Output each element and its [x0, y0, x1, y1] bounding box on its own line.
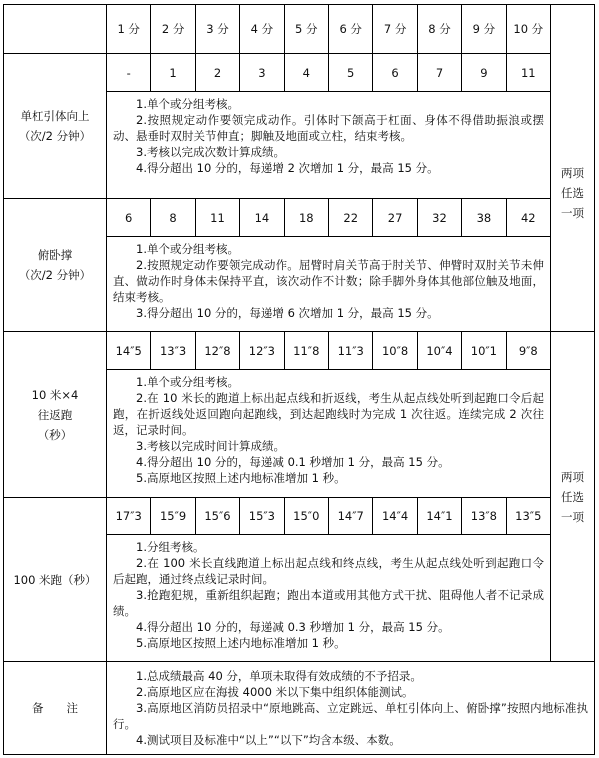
- desc-line: 2.按照规定动作要领完成动作。屈臂时肩关节高于肘关节、伸臂时双肘关节未伸直、做动作时身体未保持平直，该次动作不计数；除手脚外身体其他部位触及地面，结束考核。: [113, 258, 544, 304]
- standard-value-cell: 10″8: [373, 332, 417, 370]
- score-header-cell: 2 分: [151, 5, 195, 54]
- desc-line: 3.得分超出 10 分的，每递增 6 次增加 1 分，最高 15 分。: [136, 306, 439, 320]
- standard-value-cell: 15″6: [196, 498, 240, 535]
- standard-value-cell: 13″5: [507, 498, 551, 535]
- group-line: 任选: [561, 489, 584, 504]
- standard-value-cell: 14″1: [418, 498, 462, 535]
- standard-value-cell: 14″7: [329, 498, 373, 535]
- remark-line: 2.高原地区应在海拔 4000 米以下集中组织体能测试。: [136, 685, 414, 699]
- item-name-line: （次/2 分钟）: [18, 268, 92, 282]
- remark-content: [107, 662, 594, 754]
- item-name-line: 俯卧撑: [37, 248, 73, 262]
- score-header-cell: 4 分: [240, 5, 284, 54]
- item-name-shuttle-run: [4, 332, 107, 498]
- standard-value-cell: 17″3: [107, 498, 151, 535]
- desc-line: 2.按照规定动作要领完成动作。引体时下颌高于杠面、身体不得借助振浪或摆动、悬垂时双肘关节伸直；脚触及地面或立柱，结束考核。: [113, 113, 544, 143]
- standard-value-cell: 11: [507, 54, 551, 92]
- standard-value-cell: 15″9: [151, 498, 195, 535]
- item-description-pushup: [107, 237, 551, 332]
- standard-value-cell: 42: [507, 199, 551, 237]
- standard-value-cell: 2: [196, 54, 240, 92]
- score-header-cell: 7 分: [373, 5, 417, 54]
- item-name-line: 往返跑: [37, 407, 73, 422]
- score-header-cell: 5 分: [285, 5, 329, 54]
- item-name-line: 10 米×4: [31, 387, 79, 402]
- standard-value-cell: 6: [107, 199, 151, 237]
- desc-line: 1.单个或分组考核。: [136, 97, 239, 111]
- standard-value-cell: 15″0: [285, 498, 329, 535]
- remark-line: 4.测试项目及标准中“以上”“以下”均含本级、本数。: [136, 733, 401, 747]
- score-header-cell: 9 分: [462, 5, 506, 54]
- desc-line: 3.抢跑犯规，重新组织起跑；跑出本道或用其他方式干扰、阻碍他人者不记录成绩。: [113, 588, 544, 618]
- standard-value-cell: 38: [462, 199, 506, 237]
- standard-value-cell: 32: [418, 199, 462, 237]
- standard-value-cell: 9″8: [507, 332, 551, 370]
- item-description-shuttle-run: [107, 370, 551, 498]
- standard-value-cell: 9: [462, 54, 506, 92]
- group-line: 两项: [561, 469, 584, 484]
- desc-line: 3.考核以完成次数计算成绩。: [136, 145, 285, 159]
- desc-line: 1.单个或分组考核。: [136, 242, 239, 256]
- desc-line: 5.高原地区按照上述内地标准增加 1 秒。: [136, 636, 346, 650]
- standard-value-cell: 14″4: [373, 498, 417, 535]
- desc-line: 4.得分超出 10 分的，每递减 0.3 秒增加 1 分，最高 15 分。: [136, 620, 450, 634]
- standard-value-cell: 11″3: [329, 332, 373, 370]
- remark-line: 1.总成绩最高 40 分，单项未取得有效成绩的不予招录。: [136, 669, 422, 683]
- remark-line: 3.高原地区消防员招录中“原地跳高、立定跳远、单杠引体向上、俯卧撑”按照内地标准执行。: [113, 701, 588, 731]
- standard-value-cell: 8: [151, 199, 195, 237]
- standard-value-cell: 14: [240, 199, 284, 237]
- standard-value-cell: 22: [329, 199, 373, 237]
- standard-value-cell: 1: [151, 54, 195, 92]
- desc-line: 1.单个或分组考核。: [136, 375, 239, 389]
- group-choice-note: [551, 54, 594, 332]
- desc-line: 2.在 100 米长直线跑道上标出起点线和终点线，考生从起点线处听到起跑口令后起跑，通过终点线记录时间。: [113, 556, 544, 586]
- item-description-100m: [107, 535, 551, 662]
- standard-value-cell: 13″3: [151, 332, 195, 370]
- group-line: 一项: [561, 509, 584, 524]
- item-name-line: 100 米跑（秒）: [13, 572, 97, 587]
- standard-value-cell: 12″3: [240, 332, 284, 370]
- standard-value-cell: 3: [240, 54, 284, 92]
- standard-value-cell: 6: [373, 54, 417, 92]
- standard-value-cell: 11″8: [285, 332, 329, 370]
- group-line: 任选: [561, 185, 584, 200]
- item-name-pullup: [4, 54, 107, 199]
- standard-value-cell: 4: [285, 54, 329, 92]
- score-header-cell: 10 分: [507, 5, 551, 54]
- item-name-line: （秒）: [37, 427, 73, 442]
- score-header-cell: 3 分: [196, 5, 240, 54]
- group-choice-note: [551, 332, 594, 662]
- desc-line: 2.在 10 米长的跑道上标出起点线和折返线，考生从起点线处听到起跑口令后起跑，在折返线处返回跑向起跑线，到达起跑线时为完成 1 次往返。连续完成 2 次往返，记录时间。: [113, 391, 544, 437]
- item-name-line: （次/2 分钟）: [18, 129, 92, 143]
- standard-value-cell: 18: [285, 199, 329, 237]
- score-header-cell: 1 分: [107, 5, 151, 54]
- desc-line: 3.考核以完成时间计算成绩。: [136, 439, 285, 453]
- item-name-pushup: [4, 199, 107, 332]
- standard-value-cell: 10″1: [462, 332, 506, 370]
- standard-value-cell: 12″8: [196, 332, 240, 370]
- score-header-cell: 8 分: [418, 5, 462, 54]
- item-name-line: 单杠引体向上: [20, 109, 90, 123]
- standard-value-cell: 5: [329, 54, 373, 92]
- group-line: 两项: [561, 165, 584, 180]
- desc-line: 4.得分超出 10 分的，每递增 2 次增加 1 分，最高 15 分。: [136, 161, 439, 175]
- standard-value-cell: -: [107, 54, 151, 92]
- desc-line: 1.分组考核。: [136, 540, 205, 554]
- standard-value-cell: 15″3: [240, 498, 284, 535]
- standard-value-cell: 27: [373, 199, 417, 237]
- standard-value-cell: 10″4: [418, 332, 462, 370]
- fitness-standards-table: [3, 4, 595, 755]
- header-corner-cell: [4, 5, 107, 54]
- remark-label: 备 注: [4, 662, 107, 754]
- standard-value-cell: 11: [196, 199, 240, 237]
- item-description-pullup: [107, 92, 551, 199]
- standard-value-cell: 14″5: [107, 332, 151, 370]
- standard-value-cell: 13″8: [462, 498, 506, 535]
- item-name-100m: [4, 498, 107, 662]
- standard-value-cell: 7: [418, 54, 462, 92]
- group-line: 一项: [561, 205, 584, 220]
- desc-line: 5.高原地区按照上述内地标准增加 1 秒。: [136, 471, 346, 485]
- desc-line: 4.得分超出 10 分的，每递减 0.1 秒增加 1 分，最高 15 分。: [136, 455, 450, 469]
- score-header-cell: 6 分: [329, 5, 373, 54]
